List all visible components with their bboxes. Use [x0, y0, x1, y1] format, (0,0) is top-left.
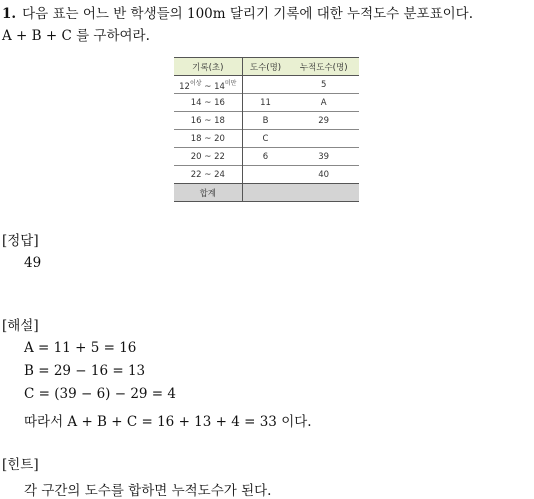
table-header-row: [174, 58, 359, 76]
interval-from: 14: [190, 97, 202, 108]
interval-cell: [174, 112, 242, 130]
interval-from: 12: [179, 81, 190, 92]
frequency-cell: C: [242, 130, 288, 148]
explanation-line: B = 29 − 16 = 13: [24, 363, 146, 379]
table-row: [174, 76, 359, 94]
frequency-table: [174, 57, 359, 202]
table-row: [174, 130, 359, 148]
frequency-cell: [242, 76, 288, 94]
header-record: 기록(초): [174, 58, 242, 76]
table-row: [174, 112, 359, 130]
frequency-cell: 11: [242, 94, 288, 112]
cumulative-cell: 29: [288, 112, 359, 130]
explanation-line: 따라서 A + B + C = 16 + 13 + 4 = 33 이다.: [24, 414, 312, 430]
tilde: ~: [204, 97, 212, 108]
cumulative-cell: [288, 130, 359, 148]
cumulative-cell: 5: [320, 79, 327, 90]
cumulative-cell: 39: [288, 148, 359, 166]
total-cumulative-cell: [288, 184, 359, 202]
interval-to: 24: [214, 169, 225, 180]
interval-to: 22: [214, 151, 225, 162]
interval-cell: [174, 76, 242, 94]
tilde: ~: [204, 169, 212, 180]
tilde: ~: [204, 133, 212, 144]
header-cumulative: 누적도수(명): [288, 58, 359, 76]
frequency-cell: [242, 166, 288, 184]
explanation-line: C = (39 − 6) − 29 = 4: [24, 386, 176, 402]
question-line-1: [2, 2, 473, 22]
question-text: 다음 표는 어느 반 학생들의 100m 달리기 기록에 대한 누적도수 분포표이다.: [22, 6, 474, 22]
hint-text: 각 구간의 도수를 합하면 누적도수가 된다.: [24, 483, 272, 499]
answer-value: 49: [24, 255, 42, 271]
frequency-cell: B: [242, 112, 288, 130]
table-row: [174, 94, 359, 112]
interval-to: 20: [214, 133, 225, 144]
table-row: [174, 148, 359, 166]
total-frequency-cell: [242, 184, 288, 202]
hint-label: [힌트]: [2, 457, 39, 473]
interval-to: 16: [214, 97, 225, 108]
interval-from-unit: 이상: [189, 79, 202, 87]
tilde: ~: [204, 115, 212, 126]
answer-label: [정답]: [2, 233, 39, 249]
frequency-cell: 6: [242, 148, 288, 166]
interval-from: 20: [190, 151, 202, 162]
cumulative-cell: A: [288, 94, 359, 112]
interval-to-unit: 미만: [224, 79, 237, 87]
explanation-label: [해설]: [2, 318, 39, 334]
interval-from: 16: [190, 115, 202, 126]
total-label: 합계: [174, 184, 242, 202]
cumulative-cell: 40: [288, 166, 359, 184]
tilde: ~: [204, 81, 212, 92]
interval-from: 18: [190, 133, 202, 144]
table-total-row: [174, 184, 359, 202]
question-line-2: A + B + C 를 구하여라.: [2, 28, 150, 44]
interval-cell: [174, 166, 242, 184]
tilde: ~: [204, 151, 212, 162]
header-frequency: 도수(명): [242, 58, 288, 76]
explanation-line: A = 11 + 5 = 16: [24, 340, 137, 356]
interval-cell: [174, 94, 242, 112]
interval-cell: [174, 130, 242, 148]
interval-from: 22: [190, 169, 202, 180]
interval-to: 18: [214, 115, 225, 126]
question-number: 1.: [2, 6, 17, 22]
interval-to: 14: [214, 81, 225, 92]
table-row: [174, 166, 359, 184]
interval-cell: [174, 148, 242, 166]
